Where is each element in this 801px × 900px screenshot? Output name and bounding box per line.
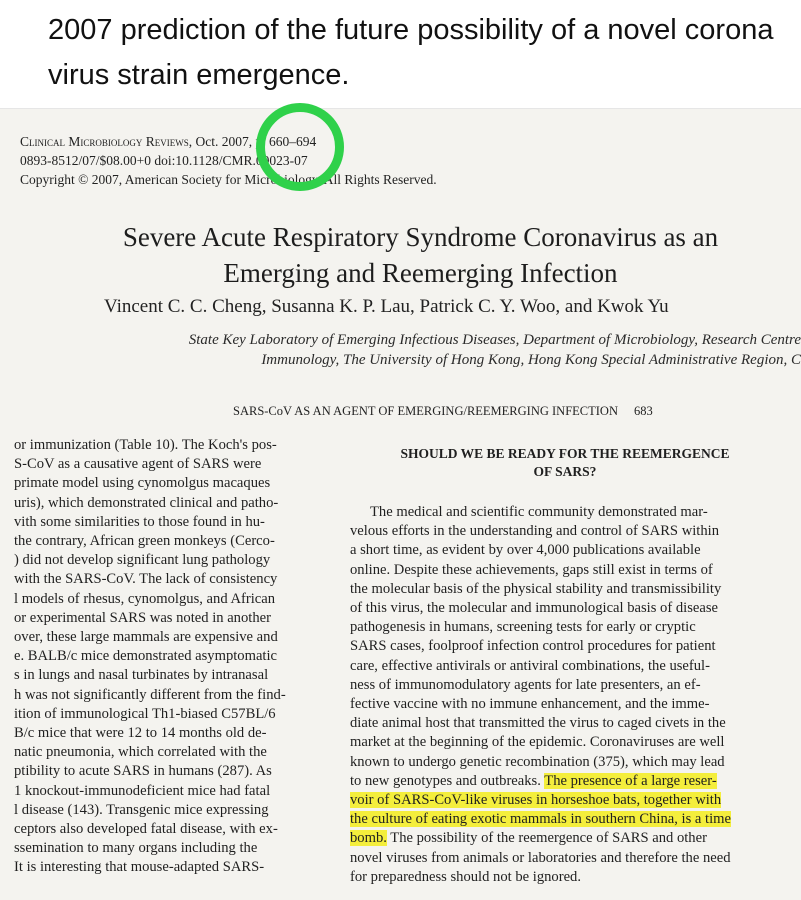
left-column-line: ceptors also developed fatal disease, with ex- (14, 821, 278, 838)
highlighted-text: the culture of eating exotic mammals in southern China, is a time (350, 811, 731, 828)
page-number: 683 (634, 404, 653, 418)
section-body-line: the molecular basis of the physical stability and transmissibility (350, 580, 722, 597)
paper-affiliation (78, 330, 801, 370)
left-column-line: uris), which demonstrated clinical and patho- (14, 494, 279, 511)
annotation-circle (256, 103, 344, 191)
section-heading-line-1: SHOULD WE BE READY FOR THE REEMERGENCE (400, 446, 730, 461)
paper-photo (0, 109, 801, 900)
section-body-line: fective vaccine with no immune enhancement, and the imme- (350, 696, 710, 713)
section-body (350, 503, 780, 887)
section-heading-line-2: OF SARS? (533, 464, 597, 479)
left-column-line: or experimental SARS was noted in another (14, 609, 271, 626)
left-column-line: h was not significantly different from the find- (14, 686, 286, 703)
left-column-line: l models of rhesus, cynomolgus, and African (14, 590, 276, 607)
left-column-line: ssemination to many organs including the (14, 840, 258, 857)
left-column-line: or immunization (Table 10). The Koch's pos- (14, 437, 277, 453)
body-line-18 (350, 829, 780, 848)
left-column-line: S-CoV as a causative agent of SARS were (14, 456, 262, 473)
body-line-20: for preparedness should not be ignored. (350, 868, 582, 885)
left-column-line: 1 knockout-immunodeficient mice had fatal (14, 782, 271, 799)
section-lines (350, 503, 780, 772)
left-column-line: ) did not develop significant lung pathology (14, 552, 271, 569)
affiliation-line-2: Immunology, The University of Hong Kong, Hong Kong Special Administrative Region, C (261, 352, 801, 368)
section-heading (350, 445, 780, 481)
left-column-line: s in lungs and nasal turbinates by intranasal (14, 667, 269, 684)
body-line-19: novel viruses from animals or laboratories and therefore the need (350, 849, 731, 866)
left-column-line: the contrary, African green monkeys (Cerco- (14, 533, 275, 550)
left-column-line: with the SARS-CoV. The lack of consistency (14, 571, 278, 588)
section-body-line: care, effective antivirals or antiviral combinations, the useful- (350, 657, 710, 674)
left-column-line: natic pneumonia, which correlated with the (14, 744, 267, 761)
paper-title (0, 219, 801, 291)
section-body-line: velous efforts in the understanding and control of SARS within (350, 523, 719, 540)
post-caption: 2007 prediction of the future possibility of a novel corona virus strain emergence. (48, 14, 774, 91)
journal-doi: 0893-8512/07/$08.00+0 doi:10.1128/CMR.00023-07 (20, 153, 308, 168)
body-line-17 (350, 810, 780, 829)
left-column-line: e. BALB/c mice demonstrated asymptomatic (14, 648, 278, 665)
highlighted-text: voir of SARS-CoV-like viruses in horseshoe bats, together with (350, 792, 722, 809)
left-column-line: B/c mice that were 12 to 14 months old de- (14, 725, 267, 742)
body-line-15-plain: to new genotypes and outbreaks. (350, 772, 545, 789)
left-column-line: ptibility to acute SARS in humans (287). As (14, 763, 272, 780)
right-column (350, 445, 780, 887)
body-line-15 (350, 772, 780, 791)
section-body-line: The medical and scientific community demonstrated mar- (370, 504, 708, 520)
journal-copyright: Copyright © 2007, American Society for Microbiology. All Rights Reserved. (20, 172, 437, 187)
journal-name: Clinical Microbiology Reviews, (20, 134, 193, 149)
left-column-line: l disease (143). Transgenic mice expressing (14, 801, 269, 818)
affiliation-line-1: State Key Laboratory of Emerging Infectious Diseases, Department of Microbiology, Research Centre (188, 332, 801, 348)
left-column-line: over, these large mammals are expensive and (14, 629, 278, 646)
highlighted-text: bomb. (350, 830, 387, 847)
left-column (14, 436, 328, 878)
body-line-16 (350, 791, 780, 810)
left-column-line: vith some similarities to those found in hu- (14, 513, 265, 530)
section-body-line: pathogenesis in humans, screening tests for early or cryptic (350, 619, 696, 636)
journal-date-pages: Oct. 2007, p. 660–694 (192, 134, 317, 149)
section-body-line: online. Despite these achievements, gaps still exist in terms of (350, 561, 713, 578)
section-body-line: a short time, as evident by over 4,000 publications available (350, 542, 701, 559)
section-body-line: ness of immunomodulatory agents for late presenters, an ef- (350, 676, 701, 693)
section-body-line: diate animal host that transmitted the virus to caged civets in the (350, 715, 726, 732)
section-body-line: market at the beginning of the epidemic. Coronaviruses are well (350, 734, 725, 751)
left-column-line: primate model using cynomolgus macaques (14, 475, 271, 492)
journal-header (20, 132, 437, 189)
left-column-line: ition of immunological Th1-biased C57BL/6 (14, 705, 276, 722)
running-head-text: SARS-CoV AS AN AGENT OF EMERGING/REEMERGING INFECTION (233, 404, 618, 418)
paper-title-line-2: Emerging and Reemerging Infection (223, 258, 618, 288)
post-caption-area (0, 0, 801, 109)
section-body-line: known to undergo genetic recombination (375), which may lead (350, 753, 725, 770)
highlighted-text: The presence of a large reser- (544, 772, 717, 789)
section-body-line: of this virus, the molecular and immunological basis of disease (350, 600, 719, 617)
left-column-line: It is interesting that mouse-adapted SARS- (14, 859, 265, 876)
paper-authors: Vincent C. C. Cheng, Susanna K. P. Lau, Patrick C. Y. Woo, and Kwok Yu (104, 296, 669, 317)
body-line-18-plain: The possibility of the reemergence of SARS and other (386, 830, 707, 847)
running-head (233, 404, 653, 419)
section-body-line: SARS cases, foolproof infection control procedures for patient (350, 638, 716, 655)
paper-title-line-1: Severe Acute Respiratory Syndrome Coronavirus as an (122, 222, 719, 252)
